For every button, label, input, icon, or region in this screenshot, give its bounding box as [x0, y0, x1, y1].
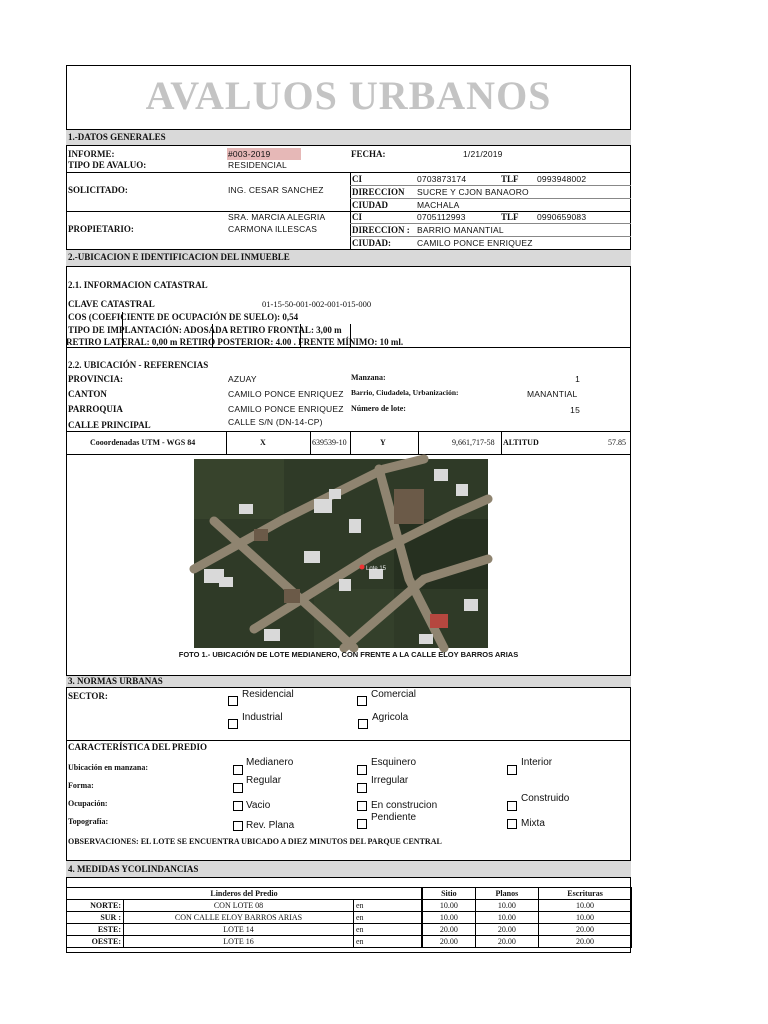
medidas-table: [66, 887, 632, 948]
option-interior: Interior: [521, 757, 553, 768]
solicitado-value[interactable]: ING. CESAR SANCHEZ: [228, 185, 324, 195]
pro-direccion-label: DIRECCION :: [352, 225, 410, 235]
header-planos: Planos: [475, 888, 538, 900]
option-pendiente: Pendiente: [371, 812, 417, 823]
section-normas: 3. NORMAS URBANAS: [66, 675, 631, 688]
medidas-header-row: [67, 888, 632, 900]
option-regular: Regular: [246, 775, 282, 786]
sol-ci-value[interactable]: 0703873174: [417, 174, 467, 184]
observaciones-text: OBSERVACIONES: EL LOTE SE ENCUENTRA UBICADO A DIEZ MINUTOS DEL PARQUE CENTRAL: [68, 837, 442, 846]
header-linderos: Linderos del Predio: [67, 888, 422, 900]
checkbox-residencial[interactable]: [228, 696, 238, 706]
sol-tlf-value[interactable]: 0993948002: [537, 174, 587, 184]
checkbox-irregular[interactable]: [357, 783, 367, 793]
option-en-construcion: En construcion: [371, 800, 438, 811]
header-escrituras: Escrituras: [539, 888, 632, 900]
section-ubicacion: 2.-UBICACION E IDENTIFICACION DEL INMUEBLE: [66, 249, 631, 267]
catastral-heading: 2.1. INFORMACION CATASTRAL: [68, 280, 208, 290]
ocupacion-label: Ocupación:: [68, 799, 108, 808]
referencias-heading: 2.2. UBICACIÓN - REFERENCIAS: [68, 360, 209, 370]
checkbox-comercial[interactable]: [357, 696, 367, 706]
utm-x-value[interactable]: 639539-10: [312, 438, 347, 447]
provincia-value[interactable]: AZUAY: [228, 374, 257, 384]
propietario-line2[interactable]: CARMONA ILLESCAS: [228, 224, 318, 234]
barrio-value[interactable]: MANANTIAL: [527, 389, 578, 399]
header-sitio: Sitio: [423, 888, 476, 900]
provincia-label: PROVINCIA:: [68, 374, 123, 384]
utm-label: Cooordenadas UTM - WGS 84: [90, 438, 196, 447]
checkbox-vacio[interactable]: [233, 801, 243, 811]
numero-lote-label: Número de lote:: [351, 404, 406, 413]
pro-ci-value[interactable]: 0705112993: [417, 212, 466, 222]
fecha-label: FECHA:: [351, 149, 386, 159]
sol-direccion-value[interactable]: SUCRE Y CJON BANAORO: [417, 187, 529, 197]
checkbox-rev-plana[interactable]: [233, 821, 243, 831]
table-row: OESTE: LOTE 16 en 20.00 20.00 20.00: [67, 936, 632, 948]
altitud-value[interactable]: 57.85: [608, 438, 626, 447]
calle-principal-label: CALLE PRINCIPAL: [68, 420, 151, 430]
table-row: NORTE: CON LOTE 08 en 10.00 10.00 10.00: [67, 900, 632, 912]
checkbox-medianero[interactable]: [233, 765, 243, 775]
sol-ci-label: CI: [352, 174, 363, 184]
table-row: ESTE: LOTE 14 en 20.00 20.00 20.00: [67, 924, 632, 936]
fecha-value[interactable]: 1/21/2019: [463, 149, 503, 159]
calle-principal-value[interactable]: CALLE S/N (DN-14-CP): [228, 417, 323, 427]
manzana-label: Manzana:: [351, 373, 386, 382]
sol-direccion-label: DIRECCION: [352, 187, 405, 197]
utm-x-label: X: [260, 438, 266, 447]
checkbox-en-construcion[interactable]: [357, 801, 367, 811]
section-datos-generales: 1.-DATOS GENERALES: [66, 129, 631, 146]
canton-value[interactable]: CAMILO PONCE ENRIQUEZ: [228, 389, 344, 399]
pro-ciudad-label: CIUDAD:: [352, 238, 391, 248]
sol-tlf-label: TLF: [501, 174, 519, 184]
option-residencial: Residencial: [242, 689, 294, 700]
informe-label: INFORME:: [68, 149, 115, 159]
parroquia-value[interactable]: CAMILO PONCE ENRIQUEZ: [228, 404, 344, 414]
option-vacio: Vacio: [246, 800, 271, 811]
pro-ci-label: CI: [352, 212, 363, 222]
manzana-value[interactable]: 1: [575, 374, 580, 384]
page-title: AVALUOS URBANOS: [145, 73, 552, 118]
checkbox-industrial[interactable]: [228, 719, 238, 729]
checkbox-construido[interactable]: [507, 801, 517, 811]
section-medidas: 4. MEDIDAS YCOLINDANCIAS: [66, 860, 631, 878]
utm-y-label: Y: [380, 438, 386, 447]
option-medianero: Medianero: [246, 757, 294, 768]
propietario-label: PROPIETARIO:: [68, 224, 134, 234]
tipo-avaluo-value[interactable]: RESIDENCIAL: [228, 160, 287, 170]
numero-lote-value[interactable]: 15: [570, 405, 580, 415]
barrio-label: Barrio, Ciudadela, Urbanización:: [351, 388, 459, 397]
option-mixta: Mixta: [521, 818, 545, 829]
altitud-label: ALTITUD: [503, 438, 539, 447]
option-agricola: Agricola: [372, 712, 409, 723]
checkbox-interior[interactable]: [507, 765, 517, 775]
option-industrial: Industrial: [242, 712, 283, 723]
photo-caption: FOTO 1.- UBICACIÓN DE LOTE MEDIANERO, CON FRENTE A LA CALLE ELOY BARROS ARIAS: [178, 650, 519, 659]
option-rev-plana: Rev. Plana: [246, 820, 295, 831]
pro-tlf-label: TLF: [501, 212, 519, 222]
checkbox-esquinero[interactable]: [357, 765, 367, 775]
forma-label: Forma:: [68, 781, 94, 790]
solicitado-label: SOLICITADO:: [68, 185, 128, 195]
cos-text: COS (COEFICIENTE DE OCUPACIÓN DE SUELO): 0,54: [68, 312, 299, 322]
caracteristica-heading: CARACTERÍSTICA DEL PREDIO: [68, 742, 208, 752]
informe-value[interactable]: #003-2019: [228, 149, 271, 159]
sol-ciudad-value[interactable]: MACHALA: [417, 200, 460, 210]
tipo-avaluo-label: TIPO DE AVALUO:: [68, 160, 147, 170]
option-esquinero: Esquinero: [371, 757, 417, 768]
utm-y-value[interactable]: 9,661,717-58: [452, 438, 495, 447]
ubicacion-manzana-label: Ubicación en manzana:: [68, 763, 148, 772]
propietario-line1[interactable]: SRA. MARCIA ALEGRIA: [228, 212, 326, 222]
option-construido: Construido: [521, 793, 570, 804]
sol-ciudad-label: CIUDAD: [352, 200, 388, 210]
option-irregular: Irregular: [371, 775, 409, 786]
sector-label: SECTOR:: [68, 691, 108, 701]
tipo-implantacion-text: TIPO DE IMPLANTACIÓN: ADOSADA RETIRO FRONTAL: 3,00 m: [68, 325, 342, 335]
clave-catastral-label: CLAVE CATASTRAL: [68, 299, 155, 309]
parroquia-label: PARROQUIA: [68, 404, 123, 414]
checkbox-regular[interactable]: [233, 783, 243, 793]
checkbox-agricola[interactable]: [358, 719, 368, 729]
pro-tlf-value[interactable]: 0990659083: [537, 212, 587, 222]
topografia-label: Topografía:: [68, 817, 109, 826]
photo-marker-label: Lote 15: [366, 566, 387, 572]
checkbox-mixta[interactable]: [507, 819, 517, 829]
checkbox-pendiente[interactable]: [357, 819, 367, 829]
aerial-photo: [194, 459, 488, 648]
table-row: SUR : CON CALLE ELOY BARROS ARIAS en 10.00 10.00 10.00: [67, 912, 632, 924]
clave-catastral-value[interactable]: 01-15-50-001-002-001-015-000: [262, 299, 372, 309]
retiro-text: RETIRO LATERAL: 0,00 m RETIRO POSTERIOR: 4.00 . FRENTE MÍNIMO: 10 ml.: [66, 337, 404, 347]
canton-label: CANTON: [68, 389, 107, 399]
pro-ciudad-value[interactable]: CAMILO PONCE ENRIQUEZ: [417, 238, 533, 248]
pro-direccion-value[interactable]: BARRIO MANANTIAL: [417, 225, 504, 235]
option-comercial: Comercial: [371, 689, 417, 700]
